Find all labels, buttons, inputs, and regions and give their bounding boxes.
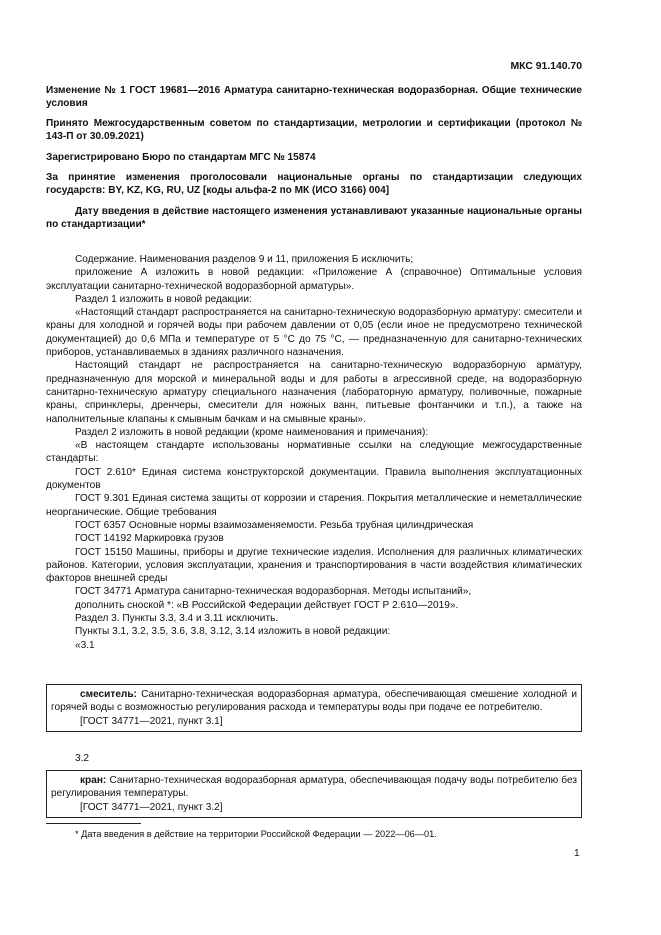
registration-note: Зарегистрировано Бюро по стандартам МГС № 15874 (46, 152, 316, 163)
term-definition: Санитарно-техническая водоразборная арматура, обеспечивающая смешение холодной и горячей воды с возможностью регулирования расхода и температуры воды при подаче ее потребителю. (51, 689, 577, 714)
voting-note: За принятие изменения проголосовали национальные органы по стандартизации следующих государств: BY, KZ, KG, RU, UZ [коды альфа-2 по МК (ИСО 3166) 004] (46, 172, 582, 197)
body-paragraph: приложение А изложить в новой редакции: «Приложение А (справочное) Оптимальные условия эксплуатации санитарно-технической водоразборной арматуры». (46, 267, 582, 292)
standard-reference: ГОСТ 2.610* Единая система конструкторской документации. Правила выполнения эксплуатационных документов (46, 466, 582, 492)
term-box-mixer (46, 684, 582, 732)
clause-label: 3.2 (75, 753, 90, 764)
body-paragraph: Раздел 2 изложить в новой редакции (кроме наименования и примечания): (75, 426, 429, 438)
body-paragraph: «Настоящий стандарт распространяется на санитарно-техническую водоразборную арматуру: смесители и краны для холодной и горячей воды при рабочем давлении от 0,05 (если иное не предусмотрено технической документацией) до 0,6 МПа и температуре от 5 °С до 75 °С, — предназначенную для санитарно-технических приборов, устанавливаемых в зданиях различного назначения. (46, 307, 582, 359)
body-paragraph: Настоящий стандарт не распространяется на санитарно-техническую водоразборную арматуру, предназначенную для морской и минеральной воды и для работы в агрессивной среде, на водоразборную санитарно-техническую арматуру специального назначения (лабораторную арматуру, поливочные, пожарные краны, спринклеры, дренчеры, смесители для ножных ванн, питьевые фонтанчики и т.п.), а также на наполнительные клапаны к смывным бачкам и на смывные краны». (46, 360, 582, 425)
body-paragraph: Раздел 1 изложить в новой редакции: (75, 293, 252, 305)
term-reference: [ГОСТ 34771—2021, пункт 3.1] (80, 715, 223, 727)
effective-date-note: Дату введения в действие настоящего изменения устанавливают указанные национальные органы по стандартизации* (46, 206, 582, 231)
body-paragraph: Раздел 3. Пункты 3.3, 3.4 и 3.11 исключить. (75, 613, 279, 625)
body-paragraph: Пункты 3.1, 3.2, 3.5, 3.6, 3.8, 3.12, 3.14 изложить в новой редакции: (75, 626, 391, 638)
mks-code: МКС 91.140.70 (510, 61, 582, 72)
page-number: 1 (574, 848, 580, 859)
adoption-note: Принято Межгосударственным советом по стандартизации, метрологии и сертификации (протокол № 143-П от 30.09.2021) (46, 118, 582, 143)
footnote-divider (46, 823, 141, 824)
amendment-body (46, 253, 582, 652)
body-paragraph: «В настоящем стандарте использованы нормативные ссылки на следующие межгосударственные стандарты: (46, 440, 582, 465)
standard-reference: ГОСТ 14192 Маркировка грузов (75, 533, 224, 545)
clause-label: «3.1 (75, 639, 95, 651)
standard-reference: ГОСТ 9.301 Единая система защиты от коррозии и старения. Покрытия металлические и неметаллические неорганические. Общие требования (46, 493, 582, 518)
term-box-tap (46, 770, 582, 818)
standard-reference: ГОСТ 34771 Арматура санитарно-техническая водоразборная. Методы испытаний», (75, 586, 472, 598)
amendment-title: Изменение № 1 ГОСТ 19681—2016 Арматура санитарно-техническая водоразборная. Общие технические условия (46, 85, 582, 110)
term-reference: [ГОСТ 34771—2021, пункт 3.2] (80, 801, 223, 813)
term-name: смеситель: (80, 689, 137, 700)
term-name: кран: (80, 775, 107, 786)
footnote: * Дата введения в действие на территории Российской Федерации — 2022—06—01. (75, 829, 437, 839)
body-paragraph: дополнить сноской *: «В Российской Федерации действует ГОСТ Р 2.610—2019». (75, 599, 459, 611)
standard-reference: ГОСТ 6357 Основные нормы взаимозаменяемости. Резьба трубная цилиндрическая (75, 519, 474, 531)
term-definition: Санитарно-техническая водоразборная арматура, обеспечивающая подачу воды потребителю без регулирования температуры. (51, 775, 577, 800)
body-paragraph: Содержание. Наименования разделов 9 и 11, приложения Б исключить; (75, 254, 414, 265)
standard-reference: ГОСТ 15150 Машины, приборы и другие технические изделия. Исполнения для различных климатических районов. Категории, условия эксплуатации, хранения и транспортирования в части воздействия климатических факторов внешней среды (46, 546, 582, 585)
